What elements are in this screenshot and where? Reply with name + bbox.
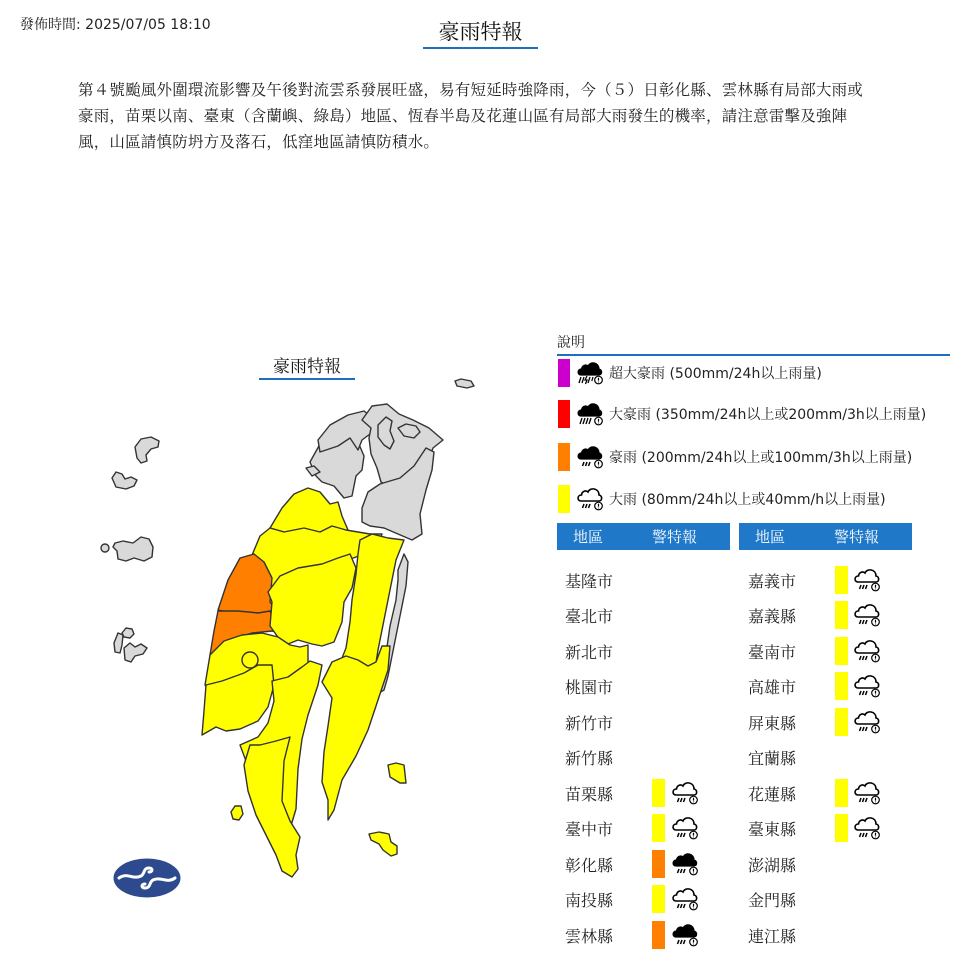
table-row xyxy=(739,882,912,916)
issue-time: 發佈時間: 2025/07/05 18:10 xyxy=(20,17,211,33)
warning-swatch-extremely-heavy-rain xyxy=(652,850,665,878)
region-name: 新竹市 xyxy=(565,713,614,733)
rain-cloud-outline-icon xyxy=(852,600,882,630)
region-name: 新北市 xyxy=(565,642,614,662)
legend-swatch-orange xyxy=(558,443,570,471)
island-xiaoliuqiu xyxy=(231,806,243,820)
region-name: 嘉義市 xyxy=(748,571,797,591)
rain-cloud-outline-icon xyxy=(670,778,700,808)
table-row xyxy=(739,918,912,952)
island-penghu-3 xyxy=(124,643,147,662)
region-name: 嘉義縣 xyxy=(748,606,797,626)
island-penghu-2 xyxy=(122,628,134,638)
column-header-region: 地區 xyxy=(573,528,604,546)
warning-swatch-extremely-heavy-rain xyxy=(652,921,665,949)
island-green-island xyxy=(388,763,406,783)
table-row xyxy=(739,598,912,632)
table-row xyxy=(557,882,730,916)
table-row xyxy=(739,634,912,668)
rain-cloud-outline-icon xyxy=(670,884,700,914)
table-row xyxy=(557,634,730,668)
island-kinmen-small xyxy=(101,544,109,552)
warning-swatch-heavy-rain xyxy=(652,814,665,842)
warning-swatch-heavy-rain xyxy=(835,672,848,700)
legend-label: 超大豪雨 (500mm/24h以上雨量) xyxy=(609,366,822,382)
region-name: 桃園市 xyxy=(565,677,614,697)
rain-cloud-outline-icon xyxy=(852,813,882,843)
region-name: 彰化縣 xyxy=(565,855,614,875)
island-lienchiang-north xyxy=(135,437,159,463)
table-row xyxy=(739,563,912,597)
legend-swatch-purple xyxy=(558,359,570,387)
map-title: 豪雨特報 xyxy=(259,352,355,380)
table-row xyxy=(557,705,730,739)
table-row xyxy=(557,918,730,952)
table-row xyxy=(739,847,912,881)
table-row xyxy=(557,776,730,810)
warning-swatch-heavy-rain xyxy=(835,637,848,665)
warning-swatch-heavy-rain xyxy=(652,779,665,807)
region-name: 臺南市 xyxy=(748,642,797,662)
table-header-right xyxy=(739,523,912,550)
table-row xyxy=(557,811,730,845)
region-name: 臺北市 xyxy=(565,606,614,626)
page-title: 豪雨特報 xyxy=(423,16,538,49)
region-name: 連江縣 xyxy=(748,926,797,946)
legend-item-extremely-torrential xyxy=(558,358,822,388)
rain-cloud-outline-icon xyxy=(852,565,882,595)
table-row xyxy=(739,705,912,739)
region-name: 花蓮縣 xyxy=(748,784,797,804)
rain-cloud-filled-icon xyxy=(670,920,700,950)
region-name: 金門縣 xyxy=(748,890,797,910)
island-lienchiang-south xyxy=(112,472,137,489)
table-row xyxy=(739,811,912,845)
warning-swatch-heavy-rain xyxy=(835,601,848,629)
warning-swatch-heavy-rain xyxy=(835,814,848,842)
legend-item-heavy xyxy=(558,484,886,514)
warning-swatch-heavy-rain xyxy=(835,708,848,736)
rain-cloud-outline-icon xyxy=(852,636,882,666)
region-name: 臺中市 xyxy=(565,819,614,839)
table-row xyxy=(739,669,912,703)
taiwan-warning-map xyxy=(90,370,490,890)
region-name: 高雄市 xyxy=(748,677,797,697)
island-orchid xyxy=(369,832,397,856)
region-name: 苗栗縣 xyxy=(565,784,614,804)
region-name: 基隆市 xyxy=(565,571,614,591)
legend-label: 豪雨 (200mm/24h以上或100mm/3h以上雨量) xyxy=(609,450,913,466)
region-name: 屏東縣 xyxy=(748,713,797,733)
legend-item-extremely-heavy xyxy=(558,442,912,472)
region-name: 宜蘭縣 xyxy=(748,748,797,768)
warning-swatch-heavy-rain xyxy=(835,566,848,594)
column-header-warning: 警特報 xyxy=(834,528,880,546)
warning-swatch-heavy-rain xyxy=(652,885,665,913)
column-header-warning: 警特報 xyxy=(652,528,698,546)
legend-label: 大雨 (80mm/24h以上或40mm/h以上雨量) xyxy=(609,492,886,508)
cwa-logo xyxy=(113,858,181,898)
rain-cloud-outline-icon xyxy=(852,778,882,808)
warning-description: 第４號颱風外圍環流影響及午後對流雲系發展旺盛，易有短延時強降雨，今（５）日彰化縣、雲林縣有局部大雨或豪雨，苗栗以南、臺東（含蘭嶼、綠島）地區、恆春半島及花蓮山區有局部大雨發生的機率，請注意雷擊及強陣風，山區請慎防坍方及落石，低窪地區請慎防積水。 xyxy=(78,81,864,151)
column-header-region: 地區 xyxy=(755,528,786,546)
table-row xyxy=(557,669,730,703)
region-name: 南投縣 xyxy=(565,890,614,910)
region-name: 澎湖縣 xyxy=(748,855,797,875)
legend-label: 大豪雨 (350mm/24h以上或200mm/3h以上雨量) xyxy=(609,407,927,423)
warning-swatch-heavy-rain xyxy=(835,779,848,807)
table-row xyxy=(557,598,730,632)
table-row xyxy=(739,776,912,810)
rain-cloud-filled-icon xyxy=(670,849,700,879)
region-name: 新竹縣 xyxy=(565,748,614,768)
rain-cloud-outline-icon xyxy=(852,671,882,701)
region-name: 雲林縣 xyxy=(565,926,614,946)
island-kinmen xyxy=(113,537,153,561)
table-row xyxy=(557,563,730,597)
rain-cloud-outline-icon xyxy=(575,484,605,514)
region-taitung xyxy=(322,646,390,820)
torrential-rain-lightning-icon xyxy=(575,358,605,388)
island-pengjia xyxy=(455,379,474,388)
rain-cloud-outline-icon xyxy=(670,813,700,843)
table-header-left xyxy=(557,523,730,550)
heavy-rain-cloud-filled-icon xyxy=(575,399,605,429)
table-row xyxy=(739,740,912,774)
table-row xyxy=(557,740,730,774)
legend-title: 說明 xyxy=(557,332,950,356)
legend-swatch-red xyxy=(558,400,570,428)
table-row xyxy=(557,847,730,881)
legend-swatch-yellow xyxy=(558,485,570,513)
rain-cloud-outline-icon xyxy=(852,707,882,737)
island-penghu-1 xyxy=(114,633,123,653)
rain-cloud-filled-icon xyxy=(575,442,605,472)
region-name: 臺東縣 xyxy=(748,819,797,839)
legend-item-torrential xyxy=(558,399,926,429)
